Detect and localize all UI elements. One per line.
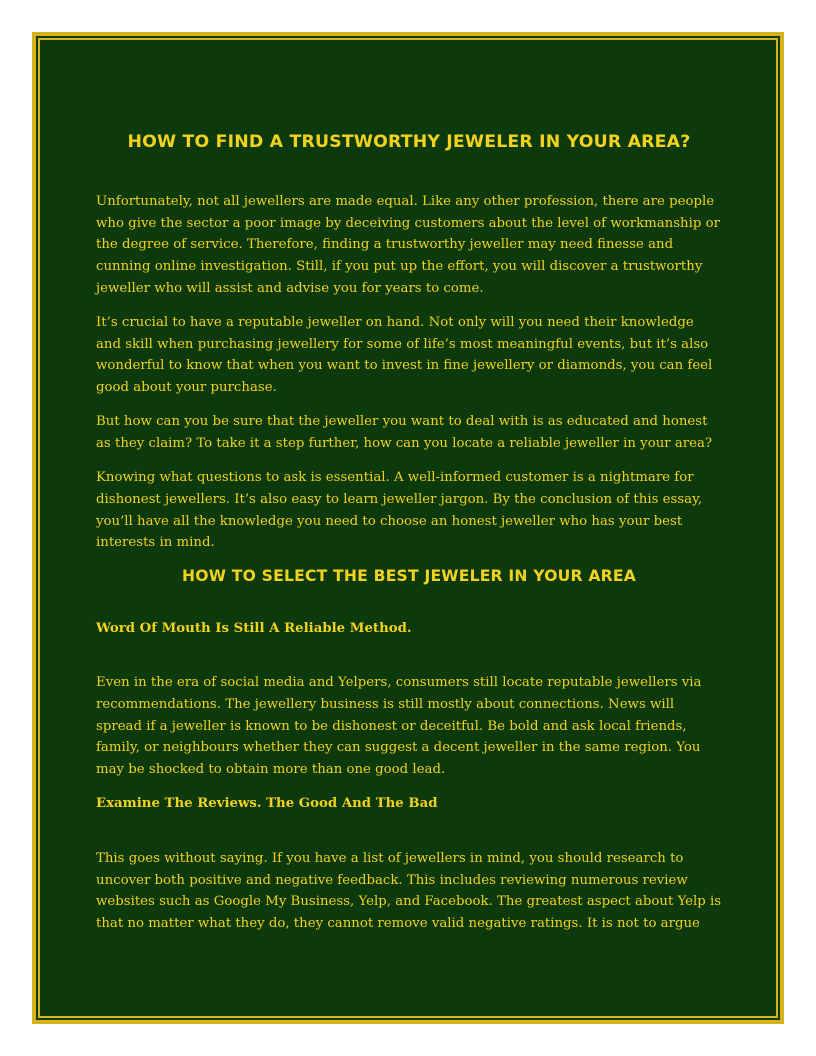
page-border-gap bbox=[36, 36, 780, 1020]
document-page bbox=[40, 40, 776, 1016]
intro-paragraph: Knowing what questions to ask is essential. A well-informed customer is a nightmare for dishonest jewellers. It’s also easy to learn jeweller jargon. By the conclusion of this essay, you’ll have all the knowledge you need to choose an honest jeweller who has your best interests in mind. bbox=[96, 470, 703, 551]
section-heading: HOW TO SELECT THE BEST JEWELER IN YOUR AREA bbox=[182, 566, 636, 585]
intro-paragraph: But how can you be sure that the jeweller you want to deal with is as educated and honest as they claim? To take it a step further, how can you locate a reliable jeweller in your area? bbox=[96, 414, 713, 452]
subsection-heading-reviews: Examine The Reviews. The Good And The Bad bbox=[96, 796, 438, 812]
subsection-body-reviews: This goes without saying. If you have a list of jewellers in mind, you should research to uncover both positive and negative feedback. This includes reviewing numerous review websites such as Google My Business, Yelp, and Facebook. The greatest aspect about Yelp is that no matter what they do, they cannot remove valid negative ratings. It is not to argue bbox=[96, 850, 722, 932]
document-title: HOW TO FIND A TRUSTWORTHY JEWELER IN YOUR AREA? bbox=[127, 132, 691, 152]
intro-paragraph: It’s crucial to have a reputable jeweller on hand. Not only will you need their knowledge and skill when purchasing jewellery for some of life’s most meaningful events, but it’s also wonderful to know that when you want to invest in fine jewellery or diamonds, you can feel good about your purchase. bbox=[96, 315, 713, 396]
intro-paragraph: Unfortunately, not all jewellers are made equal. Like any other profession, there are people who give the sector a poor image by deceiving customers about the level of workmanship or the degree of service. Therefore, finding a trustworthy jeweller may need finesse and cunning online investigation. Still, if you put up the effort, you will discover a trustworthy jeweller who will assist and advise you for years to come. bbox=[96, 194, 720, 296]
subsection-heading-word-of-mouth: Word Of Mouth Is Still A Reliable Method. bbox=[96, 620, 412, 636]
document-content bbox=[96, 130, 722, 947]
page-border-inner bbox=[38, 38, 778, 1018]
page-border-outer bbox=[32, 32, 784, 1024]
subsection-body-word-of-mouth: Even in the era of social media and Yelpers, consumers still locate reputable jewellers via recommendations. The jewellery business is still mostly about connections. News will spread if a jeweller is known to be dishonest or deceitful. Be bold and ask local friends, family, or neighbours whether they can suggest a decent jeweller in the same region. You may be shocked to obtain more than one good lead. bbox=[96, 675, 702, 778]
